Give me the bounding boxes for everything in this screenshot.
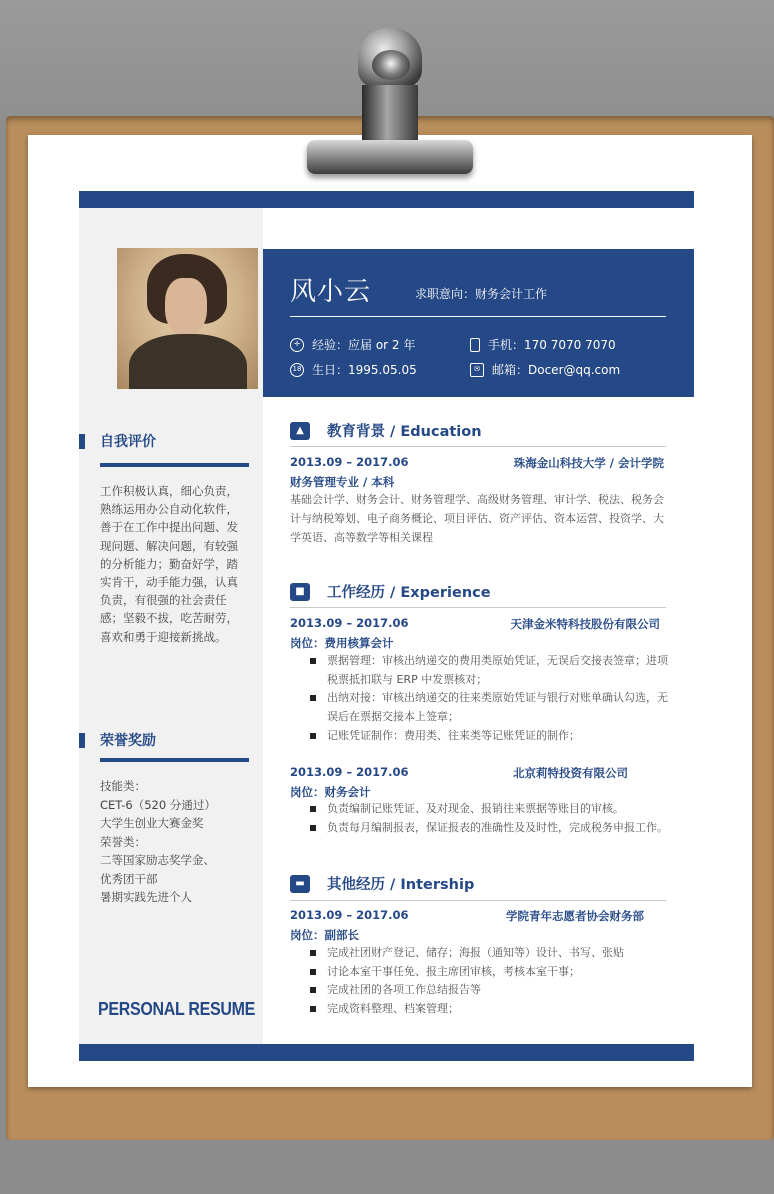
briefcase-icon: ■ [290,583,310,601]
job-role: 岗位：财务会计 [290,785,371,799]
experience-text: 经验：应届 or 2 年 [312,338,416,352]
education-title [290,420,482,441]
honor-item: 大学生创业大赛金奖 [100,816,204,830]
self-eval-heading: 自我评价 [100,434,156,450]
education-date: 2013.09 – 2017.06 [290,455,409,469]
experience-heading: 工作经历 / Experience [327,585,491,601]
clip-hole [372,50,410,80]
honor-item: 优秀团干部 [100,871,158,886]
avatar [117,248,258,389]
bottom-band [79,1044,694,1061]
honor-item: 暑期实践先进个人 [100,890,192,904]
education-courses: 基础会计学、财务会计、财务管理学、高级财务管理、审计学、税法、税务会计与纳税筹划、电子商务概论、项目评估、资产评估、资本运营、投资学、大学英语、高等数学等相关课程 [290,493,664,544]
experience-title [290,581,491,602]
profile-header [263,249,694,397]
honors-rule [100,758,249,762]
list-item: 负责每月编制报表，保证报表的准确性及及时性，完成税务申报工作。 [310,819,676,838]
clip-stem [362,85,418,145]
education-rule [290,446,666,447]
other-heading: 其他经历 / Intership [327,877,475,893]
compass-icon: ✛ [290,338,304,352]
honor-item: 技能类： [100,779,146,793]
avatar-coat [129,334,247,389]
honor-item: CET-6（520 分通过） [100,797,216,812]
education-major: 财务管理专业 / 本科 [290,475,395,489]
job-date: 2013.09 – 2017.06 [290,616,409,630]
other-duties [310,944,676,1019]
self-eval-rule [100,463,249,467]
graduation-cap-icon: ▲ [290,422,310,440]
honor-item: 二等国家励志奖学金、 [100,853,215,867]
list-item: 完成社团财产登记、储存；海报（通知等）设计、书写、张贴 [310,944,676,963]
other-role: 岗位：副部长 [290,928,359,942]
honors-title [79,730,156,750]
experience-info [290,336,415,353]
education-school: 珠海金山科技大学 / 会计学院 [513,456,664,470]
honors-list [100,777,250,907]
birthday-icon: 18 [290,363,304,377]
self-eval-text: 工作积极认真，细心负责，熟练运用办公自动化软件，善于在工作中提出问题、发现问题、解决问题，有较强的分析能力；勤奋好学，踏实肯干，动手能力强，认真负责，有很强的社会责任感；坚毅不拔，吃苦耐劳，喜欢和勇于迎接新挑战。 [100,484,238,644]
job-company: 北京莉特投资有限公司 [513,766,628,780]
folder-icon: ▬ [290,875,310,893]
phone-icon [470,338,480,352]
list-item: 记账凭证制作：费用类、往来类等记账凭证的制作； [310,727,676,746]
email-info [470,361,620,378]
list-item: 完成社团的各项工作总结报告等 [310,981,676,1000]
email-text: 邮箱：Docer@qq.com [492,363,621,377]
list-item: 完成资料整理、档案管理； [310,1000,676,1019]
brand-label: PERSONAL RESUME [98,1000,256,1020]
list-item: 出纳对接：审核出纳递交的往来类原始凭证与银行对账单确认勾选，无误后在票据交接本上签章； [310,689,676,726]
phone-text: 手机：170 7070 7070 [488,338,616,352]
experience-rule [290,607,666,608]
job-duties [310,800,676,837]
section-marker [79,733,85,748]
avatar-face [165,278,207,336]
profile-name: 风小云 [290,277,372,307]
job-role: 岗位：费用核算会计 [290,636,394,650]
job-company: 天津金米特科技股份有限公司 [510,617,660,631]
top-band [79,191,694,208]
list-item: 讨论本室干事任免、报主席团审核，考核本室干事； [310,963,676,982]
job-date: 2013.09 – 2017.06 [290,765,409,779]
list-item: 负责编制记账凭证、及对现金、报销往来票据等账目的审核。 [310,800,676,819]
job-intent: 求职意向：财务会计工作 [415,287,548,301]
birthday-info [290,361,417,378]
other-rule [290,900,666,901]
phone-info [470,336,616,353]
mail-icon: ✉ [470,363,484,377]
birthday-text: 生日：1995.05.05 [312,363,417,377]
honors-heading: 荣誉奖励 [100,733,156,749]
education-heading: 教育背景 / Education [327,424,482,440]
self-eval-title [79,431,156,451]
other-title [290,873,474,894]
section-marker [79,434,85,449]
honor-item: 荣誉类： [100,834,146,849]
other-date: 2013.09 – 2017.06 [290,908,409,922]
header-divider [290,316,666,317]
other-org: 学院青年志愿者协会财务部 [506,909,644,923]
list-item: 票据管理：审核出纳递交的费用类原始凭证，无误后交接表签章；进项税票抵扣联与 ERP 中发票核对； [310,652,676,689]
job-duties [310,652,676,746]
clip-base [307,140,473,174]
